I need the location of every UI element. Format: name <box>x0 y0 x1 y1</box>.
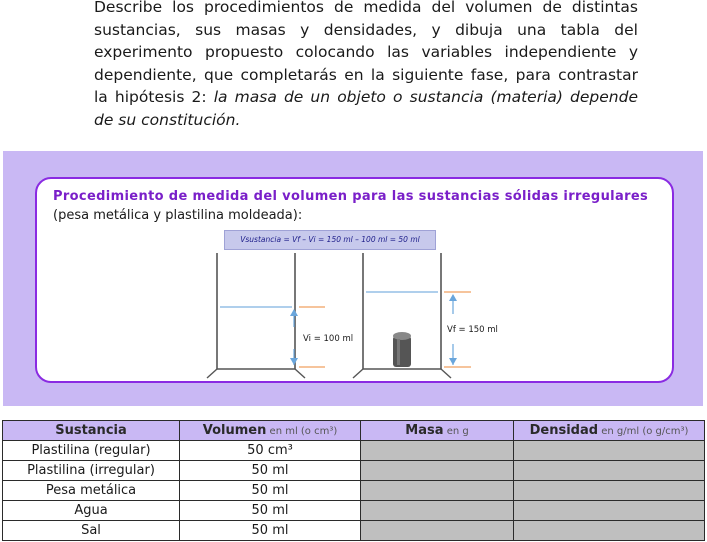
cell-masa[interactable] <box>361 521 514 541</box>
intro-line: sustancias, sus masas y densidades, y dibuja una tabla del <box>94 20 638 39</box>
cell-densidad[interactable] <box>514 501 705 521</box>
cell-volumen: 50 ml <box>180 521 361 541</box>
table-row <box>3 441 705 461</box>
header-unit: en g <box>443 426 469 437</box>
cell-densidad[interactable] <box>514 461 705 481</box>
procedure-subtitle: (pesa metálica y plastilina moldeada): <box>53 208 303 223</box>
intro-line <box>94 86 638 109</box>
intro-paragraph <box>94 0 638 132</box>
intro-line <box>94 109 638 132</box>
intro-line: experimento propuesto colocando las variables independiente y <box>94 43 638 62</box>
header-label: Sustancia <box>55 423 127 438</box>
header-densidad <box>514 421 705 441</box>
table-header-row <box>3 421 705 441</box>
header-label: Volumen <box>202 423 267 438</box>
header-unit: en g/ml (o g/cm³) <box>598 426 689 437</box>
graduated-cylinders-drawing <box>37 179 672 381</box>
vf-label: Vf = 150 ml <box>447 325 498 335</box>
cell-sustancia: Pesa metálica <box>3 481 180 501</box>
table-row <box>3 481 705 501</box>
cell-sustancia: Agua <box>3 501 180 521</box>
header-volumen <box>180 421 361 441</box>
intro-hypothesis-label: la hipótesis 2: <box>94 88 214 107</box>
intro-line: Describe los procedimientos de medida del volumen de distintas <box>94 0 638 16</box>
beaker-final <box>353 253 451 378</box>
cell-densidad[interactable] <box>514 481 705 501</box>
procedure-title: Procedimiento de medida del volumen para las sustancias sólidas irregulares <box>53 189 649 204</box>
cell-volumen: 50 cm³ <box>180 441 361 461</box>
header-sustancia <box>3 421 180 441</box>
header-unit: en ml (o cm³) <box>266 426 338 437</box>
experiment-table <box>2 420 705 541</box>
header-label: Densidad <box>529 423 599 438</box>
cell-sustancia: Plastilina (regular) <box>3 441 180 461</box>
cell-masa[interactable] <box>361 481 514 501</box>
intro-hypothesis-text-end: de su constitución. <box>94 110 241 129</box>
intro-line: dependiente, que completarás en la siguiente fase, para contrastar <box>94 65 638 84</box>
intro-hypothesis-text: la masa de un objeto o sustancia (materia) depende <box>213 88 638 107</box>
cell-masa[interactable] <box>361 461 514 481</box>
procedure-panel <box>3 151 703 406</box>
cell-volumen: 50 ml <box>180 461 361 481</box>
cell-densidad[interactable] <box>514 521 705 541</box>
cell-sustancia: Sal <box>3 521 180 541</box>
cell-sustancia: Plastilina (irregular) <box>3 461 180 481</box>
cell-volumen: 50 ml <box>180 481 361 501</box>
table-row <box>3 461 705 481</box>
cell-densidad[interactable] <box>514 441 705 461</box>
procedure-card <box>35 177 674 383</box>
cell-masa[interactable] <box>361 441 514 461</box>
volume-formula: Vsustancia = Vf – Vi = 150 ml – 100 ml = 50 ml <box>224 230 436 250</box>
cell-volumen: 50 ml <box>180 501 361 521</box>
irregular-solid-object <box>393 332 411 367</box>
table-row <box>3 521 705 541</box>
vi-label: Vi = 100 ml <box>303 334 354 344</box>
cell-masa[interactable] <box>361 501 514 521</box>
header-masa <box>361 421 514 441</box>
table-row <box>3 501 705 521</box>
header-label: Masa <box>405 423 444 438</box>
